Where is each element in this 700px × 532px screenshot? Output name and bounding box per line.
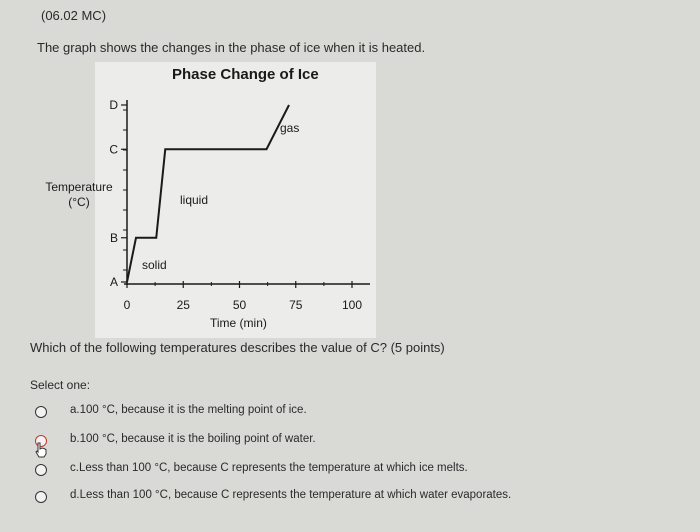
- answer-option-c[interactable]: [30, 461, 590, 481]
- answer-option-text: b.100 °C, because it is the boiling point of water.: [70, 433, 316, 445]
- question-stem: The graph shows the changes in the phase of ice when it is heated.: [37, 40, 426, 55]
- x-tick-label: 50: [232, 298, 247, 312]
- answer-option-text: c.Less than 100 °C, because C represents the temperature at which ice melts.: [70, 462, 468, 474]
- answer-option-d[interactable]: [30, 488, 590, 508]
- radio-button[interactable]: [35, 464, 47, 476]
- annotation-solid: solid: [142, 258, 167, 272]
- y-tick-label: C: [109, 142, 118, 157]
- x-tick-label: 75: [289, 298, 303, 312]
- x-tick-label: 100: [341, 298, 363, 312]
- chart-title: Phase Change of Ice: [172, 66, 319, 83]
- annotation-liquid: liquid: [180, 193, 209, 207]
- radio-button[interactable]: [35, 406, 47, 418]
- annotation-gas: gas: [280, 121, 300, 135]
- hand-cursor-icon: [34, 442, 48, 458]
- y-tick-label: A: [109, 275, 118, 289]
- answer-option-text: d.Less than 100 °C, because C represents the temperature at which water evaporates.: [70, 489, 512, 501]
- answer-option-a[interactable]: [30, 403, 590, 423]
- x-axis-label: Time (min): [210, 316, 267, 330]
- y-tick-label: D: [109, 98, 118, 112]
- question-prompt: Which of the following temperatures describes the value of C? (5 points): [30, 340, 445, 355]
- x-tick-label: 25: [176, 298, 190, 312]
- answer-option-text: a.100 °C, because it is the melting point of ice.: [70, 404, 307, 416]
- question-id: (06.02 MC): [41, 8, 107, 23]
- select-one-label: Select one:: [30, 378, 91, 392]
- radio-button[interactable]: [35, 491, 47, 503]
- x-tick-label: 0: [123, 298, 131, 312]
- y-tick-label: B: [109, 230, 118, 245]
- answer-option-b[interactable]: [30, 432, 590, 452]
- y-axis-label: Temperature (°C): [45, 180, 113, 209]
